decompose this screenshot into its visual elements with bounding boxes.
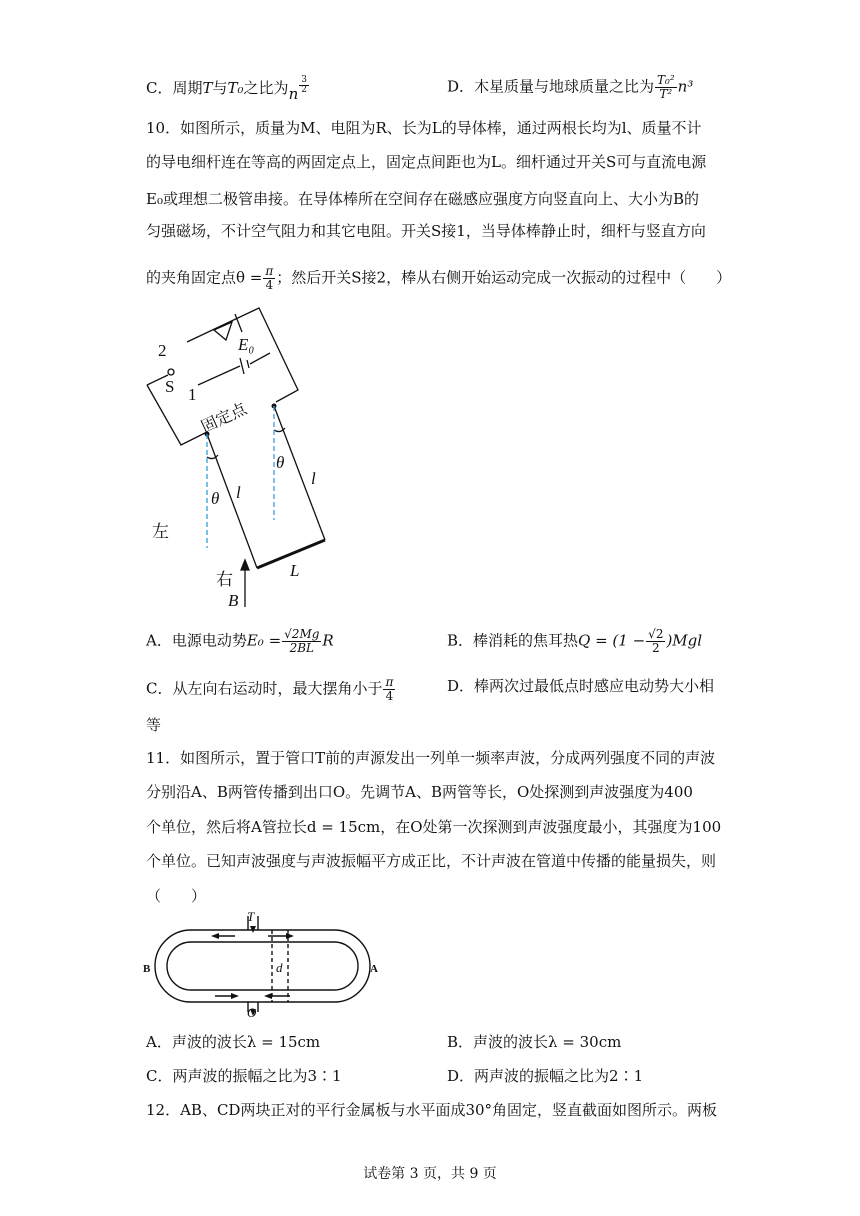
c-exponent: $\frac{3}{2}$: [301, 74, 307, 95]
q11-option-a: A．声波的波长λ = 15cm: [146, 1033, 321, 1051]
label-fixed-point: 固定点: [198, 400, 250, 437]
q11-line4: 个单位。已知声波强度与声波振幅平方成正比，不计声波在管道中传播的能量损失，则: [146, 852, 717, 870]
label-E0: E₀: [238, 335, 255, 354]
d-fraction: $\frac{\text{T₀²}}{\text{T²}}$: [657, 73, 675, 101]
page-footer: 试卷第 3 页，共 9 页: [363, 1166, 497, 1182]
q11-line1: 11．如图所示，置于管口T前的声源发出一列单一频率声波，分成两列强度不同的声波: [146, 749, 716, 767]
q10-line2: 的导电细杆连在等高的两固定点上，固定点间距也为L。细杆通过开关S可与直流电源: [146, 153, 707, 171]
q9-option-c: C．周期T与T₀之比为n $\frac{3}{2}$: [146, 74, 307, 103]
label-theta-right: θ: [276, 453, 285, 472]
q10-line4: 匀强磁场，不计空气阻力和其它电阻。开关S接1，当导体棒静止时，细杆与竖直方向: [146, 222, 706, 240]
label-right: 右: [216, 570, 233, 589]
q10-line1: 10．如图所示，质量为M、电阻为R、长为L的导体棒，通过两根长均为l、质量不计: [146, 119, 702, 137]
label-L: L: [290, 561, 300, 580]
q10-line5: 的夹角固定点θ = $\frac{\pi}{4}$ ；然后开关S接2，棒从右侧开始运动完成一次振动的过程中（ ）: [146, 264, 732, 292]
label-T: T: [247, 909, 255, 924]
optA-fraction: $\frac{√2Mg}{2BL}$: [284, 627, 320, 655]
label-O: O: [247, 1005, 257, 1018]
q11-option-d: D．两声波的振幅之比为2∶1: [447, 1067, 644, 1085]
q11-option-c: C．两声波的振幅之比为3∶1: [146, 1067, 342, 1085]
label-d: d: [276, 960, 283, 975]
label-1: 1: [188, 385, 197, 404]
q11-line2: 分别沿A、B两管传播到出口O。先调节A、B两管等长，O处探测到声波强度为400: [146, 783, 693, 801]
label-B-tube: B: [143, 963, 151, 975]
label-l-left: l: [236, 483, 241, 502]
q12-line1: 12．AB、CD两块正对的平行金属板与水平面成30°角固定，竖直截面如图所示。两板: [146, 1101, 718, 1119]
label-2: 2: [158, 341, 167, 360]
label-A-tube: A: [370, 963, 378, 975]
optC-fraction: $\frac{\pi}{4}$: [385, 675, 394, 703]
q10-option-d: D．棒两次过最低点时感应电动势大小相: [447, 677, 715, 695]
label-B: B: [228, 591, 239, 610]
label-S: S: [165, 377, 175, 396]
q10-option-a: A．电源电动势E₀ = $\frac{√2Mg}{2BL}$ R: [146, 627, 334, 655]
optB-fraction: $\frac{√2}{2}$: [648, 627, 664, 655]
q11-line3: 个单位，然后将A管拉长d = 15cm，在O处第一次探测到声波强度最小，其强度为100: [146, 818, 722, 836]
q10-circuit-figure: [140, 300, 350, 612]
label-theta-left: θ: [211, 489, 220, 508]
theta-fraction: $\frac{\pi}{4}$: [265, 264, 274, 292]
q11-line5: （ ）: [146, 887, 207, 905]
q11-option-b: B．声波的波长λ = 30cm: [447, 1033, 622, 1051]
q10-option-c: C．从左向右运动时，最大摆角小于 $\frac{\pi}{4}$: [146, 675, 394, 703]
q11-tube-figure: [140, 908, 390, 1018]
q9-option-d: D．木星质量与地球质量之比为 $\frac{\text{T₀²}}{\text{T²}}$ n³: [447, 73, 694, 101]
q10-line3: E₀或理想二极管串接。在导体棒所在空间存在磁感应强度方向竖直向上、大小为B的: [146, 190, 699, 208]
q10-option-d-cont: 等: [146, 716, 162, 734]
label-left: 左: [152, 522, 169, 541]
label-l-right: l: [311, 469, 316, 488]
q10-option-b: B．棒消耗的焦耳热Q = (1 − $\frac{√2}{2}$ )Mgl: [447, 627, 703, 655]
